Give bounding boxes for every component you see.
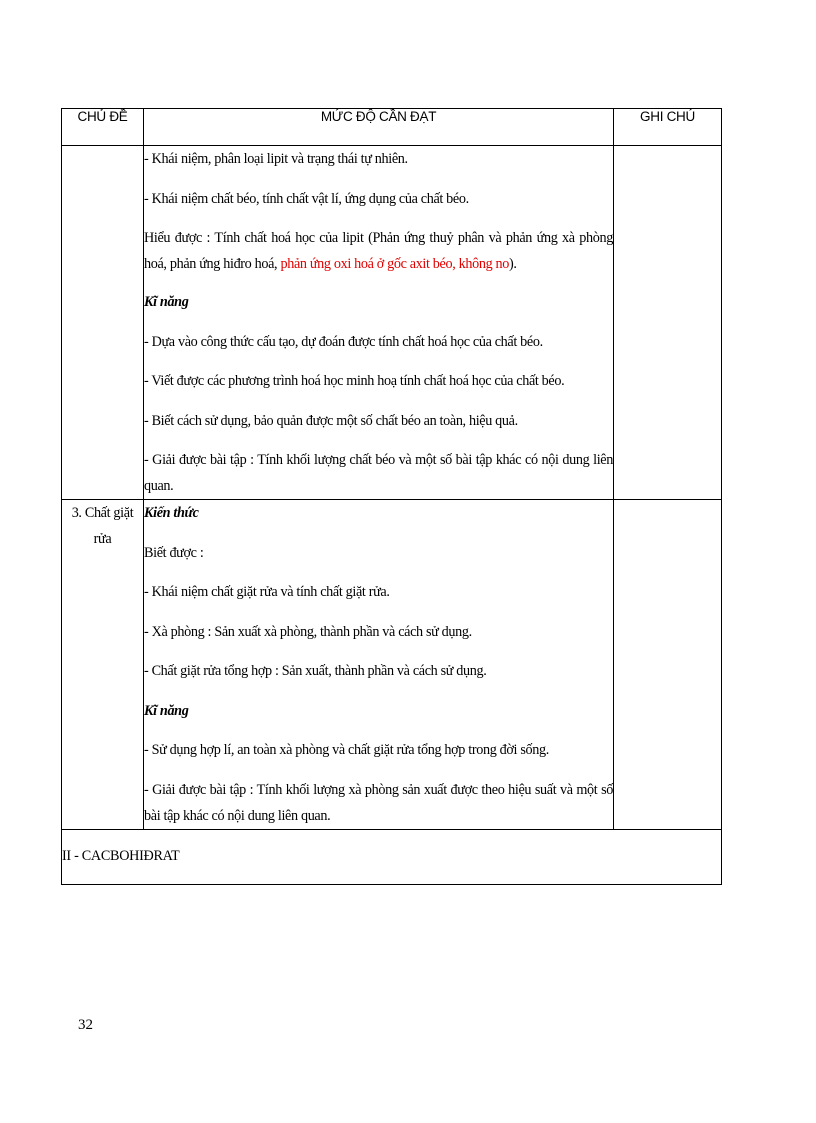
detergent-skills-heading: Kĩ năng xyxy=(144,702,189,719)
lipit-skill-4: - Giải được bài tập : Tính khối lượng chất béo và một số bài tập khác có nội dung liên quan. xyxy=(144,452,613,494)
detergent-skill-1: - Sử dụng hợp lí, an toàn xà phòng và chất giặt rửa tổng hợp trong đời sống. xyxy=(144,742,549,758)
understand-end: ). xyxy=(509,256,517,272)
header-level: MỨC ĐỘ CẦN ĐẠT xyxy=(144,109,614,146)
lipit-line-2: - Khái niệm chất béo, tính chất vật lí, ứng dụng của chất béo. xyxy=(144,190,469,207)
section-row xyxy=(62,829,722,884)
lipit-skill-3: - Biết cách sử dụng, bảo quản được một số chất béo an toàn, hiệu quả. xyxy=(144,412,518,429)
understand-red-text: phản ứng oxi hoá ở gốc axit béo, không no xyxy=(280,256,510,272)
lipit-skills-heading: Kĩ năng xyxy=(144,294,189,310)
level-cell-lipit xyxy=(144,146,614,500)
understand-text: Hiểu được : Tính chất hoá học của lipit (Phản ứng thuỷ phân và phản ứng xà phòng hoá, phản ứng hiđro hoá, xyxy=(144,230,613,272)
page-number: 32 xyxy=(78,1017,93,1033)
section-heading: II - CACBOHIĐRAT xyxy=(62,829,722,884)
detergent-know-2: - Xà phòng : Sản xuất xà phòng, thành phần và cách sử dụng. xyxy=(144,623,472,640)
table-row-detergent xyxy=(62,500,722,830)
detergent-know-3: - Chất giặt rửa tổng hợp : Sản xuất, thành phần và cách sử dụng. xyxy=(144,663,487,679)
header-topic: CHỦ ĐỀ xyxy=(62,109,144,146)
header-note: GHI CHÚ xyxy=(614,109,722,146)
note-cell-lipit xyxy=(614,146,722,500)
lipit-understand xyxy=(144,225,613,277)
detergent-skill-2: - Giải được bài tập : Tính khối lượng xà phòng sản xuất được theo hiệu suất và một số bài tập khác có nội dung liên quan. xyxy=(144,781,613,824)
detergent-know-intro: Biết được : xyxy=(144,544,204,561)
topic-cell-empty xyxy=(62,146,144,500)
lipit-line-1: - Khái niệm, phân loại lipit và trạng thái tự nhiên. xyxy=(144,151,408,167)
lipit-skill-2: - Viết được các phương trình hoá học minh hoạ tính chất hoá học của chất béo. xyxy=(144,373,565,389)
curriculum-table xyxy=(61,108,722,885)
note-cell-detergent xyxy=(614,500,722,830)
detergent-know-1: - Khái niệm chất giặt rửa và tính chất giặt rửa. xyxy=(144,584,390,600)
table-row-lipit xyxy=(62,146,722,500)
topic-cell-detergent: 3. Chất giặt rửa xyxy=(62,500,144,830)
lipit-skill-1: - Dựa vào công thức cấu tạo, dự đoán được tính chất hoá học của chất béo. xyxy=(144,333,543,350)
detergent-knowledge-heading: Kiến thức xyxy=(144,505,199,521)
level-cell-detergent xyxy=(144,500,614,830)
